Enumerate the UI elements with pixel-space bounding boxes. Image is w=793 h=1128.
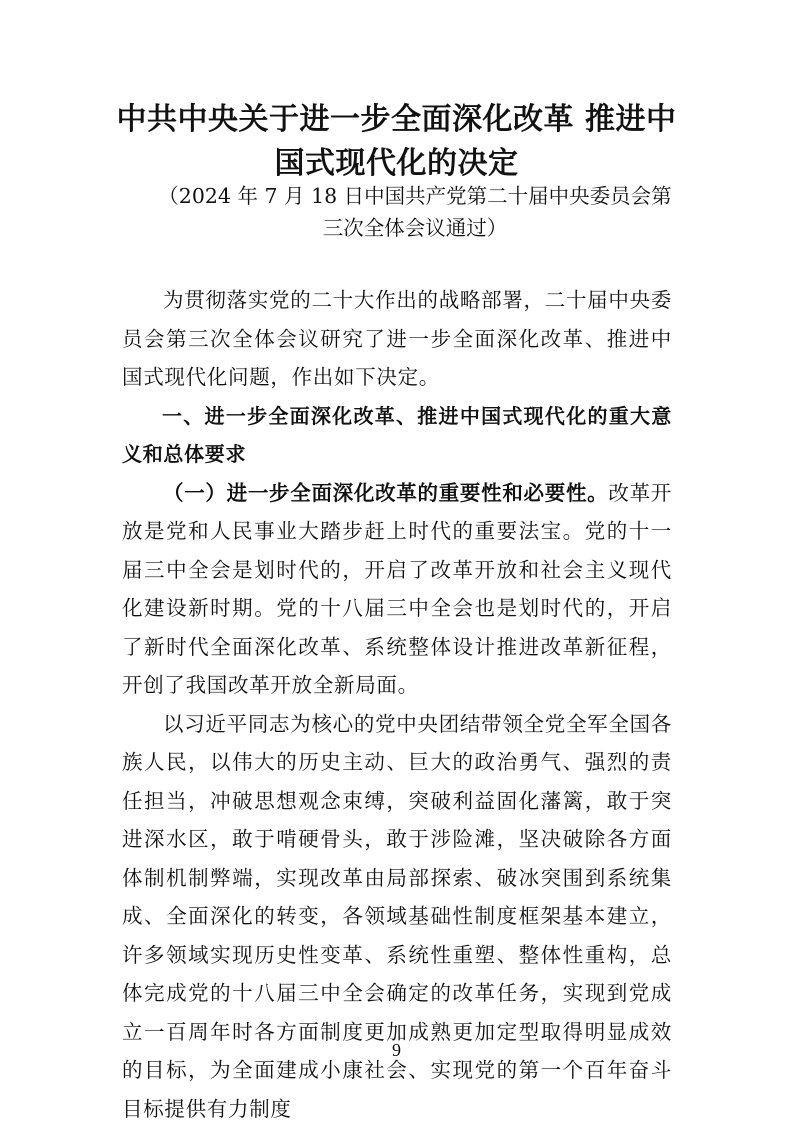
- subsection-heading: （一）进一步全面深化改革的重要性和必要性。: [163, 481, 608, 505]
- paragraph-1-text: 改革开放是党和人民事业大踏步赶上时代的重要法宝。党的十一届三中全会是划时代的，开启了改革开放和社会主义现代化建设新时期。党的十八届三中全会也是划时代的，开启了新时代全面深化改革、系统整体设计推进改革新征程，开创了我国改革开放全新局面。: [122, 481, 672, 698]
- intro-paragraph: 为贯彻落实党的二十大作出的战略部署，二十届中央委员会第三次全体会议研究了进一步全面深化改革、推进中国式现代化问题，作出如下决定。: [122, 281, 672, 397]
- document-subtitle: （2024 年 7 月 18 日中国共产党第二十届中央委员会第三次全体会议通过）: [150, 180, 680, 244]
- paragraph-2: 以习近平同志为核心的党中央团结带领全党全军全国各族人民，以伟大的历史主动、巨大的政治勇气、强烈的责任担当，冲破思想观念束缚，突破利益固化藩篱，敢于突进深水区，敢于啃硬骨头，敢于涉险滩，坚决破除各方面体制机制弊端，实现改革由局部探索、破冰突围到系统集成、全面深化的转变，各领域基础性制度框架基本建立，许多领域实现历史性变革、系统性重塑、整体性重构，总体完成党的十八届三中全会确定的改革任务，实现到党成立一百周年时各方面制度更加成熟更加定型取得明显成效的目标，为全面建成小康社会、实现党的第一个百年奋斗目标提供有力制度: [122, 705, 672, 1128]
- document-title: 中共中央关于进一步全面深化改革 推进中国式现代化的决定: [110, 98, 683, 186]
- page-number: 9: [0, 1040, 793, 1061]
- section-heading: 一、进一步全面深化改革、推进中国式现代化的重大意义和总体要求: [122, 397, 672, 474]
- document-body: [122, 281, 672, 1128]
- subsection-paragraph: [122, 474, 672, 705]
